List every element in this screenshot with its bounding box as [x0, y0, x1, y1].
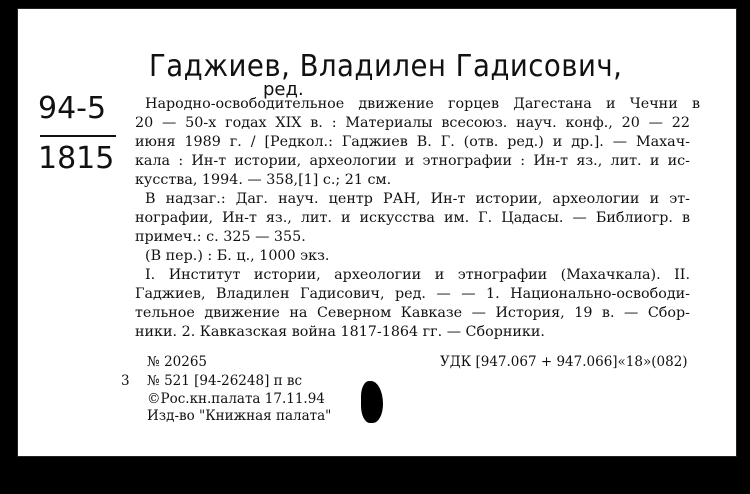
text-line-5: кусства, 1994. — 358,[1] с.; 21 см. — [135, 172, 392, 188]
udk-code: УДК [947.067 + 947.066]«18»(082) — [440, 354, 688, 370]
copyright-line: ©Рос.кн.палата 17.11.94 — [147, 391, 325, 407]
handwritten-author: Гаджиев, Владилен Гадисович, — [149, 49, 623, 84]
call-number-bottom: 1815 — [38, 141, 115, 176]
text-line-9: (В пер.) : Б. ц., 1000 экз. — [145, 248, 330, 264]
text-line-6: В надзаг.: Даг. науч. центр РАН, Ин-т истории, археологии и эт- — [145, 191, 690, 207]
copies-count: 3 — [121, 373, 130, 389]
text-line-1: Народно-освободительное движение горцев Дагестана и Чечни в — [145, 96, 700, 112]
text-line-10: I. Институт истории, археологии и этнографии (Махачкала). II. — [145, 267, 690, 283]
catalog-card — [17, 8, 737, 457]
text-line-4: кала : Ин-т истории, археологии и этнографии : Ин-т яз., лит. и ис- — [135, 153, 690, 169]
text-line-11: Гаджиев, Владилен Гадисович, ред. — — 1. Национально-освободи- — [135, 286, 690, 302]
handwritten-role: ред. — [263, 79, 304, 100]
call-number-top: 94-5 — [38, 91, 107, 126]
text-line-2: 20 — 50-х годах XIX в. : Материалы всесоюз. науч. конф., 20 — 22 — [135, 115, 690, 131]
text-line-7: нографии, Ин-т яз., лит. и искусства им. Г. Цадасы. — Библиогр. в — [135, 210, 690, 226]
text-line-8: примеч.: с. 325 — 355. — [135, 229, 306, 245]
call-number-divider — [40, 135, 116, 137]
text-line-3: июня 1989 г. / [Редкол.: Гаджиев В. Г. (отв. ред.) и др.]. — Махач- — [135, 134, 690, 150]
text-line-12: тельное движение на Северном Кавказе — История, 19 в. — Сбор- — [135, 305, 690, 321]
text-line-13: ники. 2. Кавказская война 1817-1864 гг. — Сборники. — [135, 324, 545, 340]
record-number: № 20265 — [147, 354, 208, 370]
publisher-line: Изд-во "Книжная палата" — [147, 408, 332, 424]
ink-stamp — [361, 381, 383, 423]
order-number: № 521 [94-26248] п вс — [147, 373, 303, 389]
